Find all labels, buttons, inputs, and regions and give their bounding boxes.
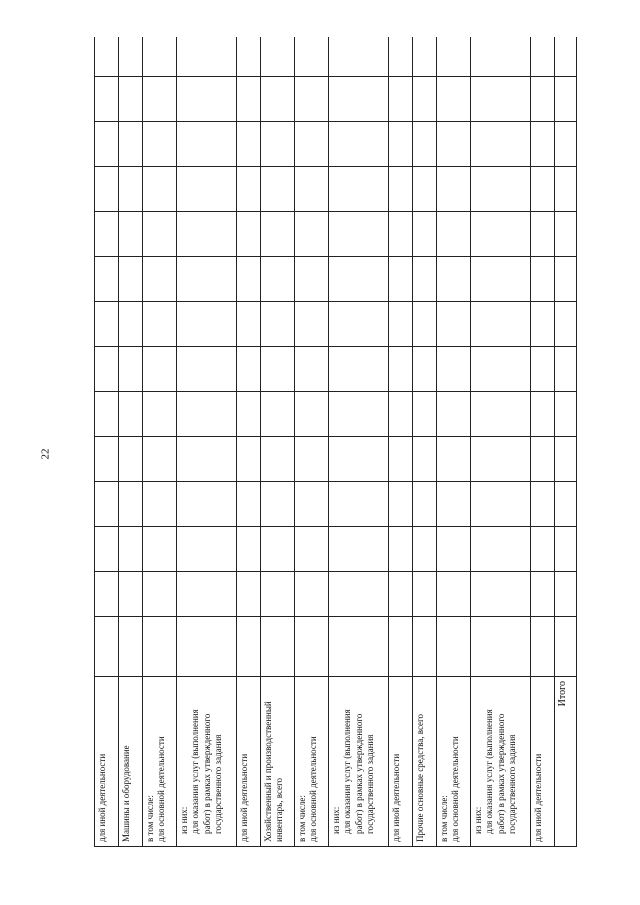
table-cell — [261, 122, 295, 167]
table-cell — [413, 302, 437, 347]
table-cell — [119, 482, 143, 527]
table-cell — [295, 482, 329, 527]
table-cell — [237, 437, 261, 482]
table-cell — [295, 257, 329, 302]
table-cell — [95, 257, 119, 302]
table-cell — [295, 437, 329, 482]
table-cell — [177, 437, 237, 482]
row-label: из них: для оказания услуг (выполнения работ) в рамках утвержденного государственного задания — [329, 677, 389, 847]
table-cell — [177, 122, 237, 167]
table-cell — [555, 347, 577, 392]
row-label: Итого — [555, 677, 577, 847]
table-cell — [413, 572, 437, 617]
table-cell — [413, 347, 437, 392]
table-cell — [531, 37, 555, 77]
table-cell — [531, 572, 555, 617]
table-cell — [471, 527, 531, 572]
table-cell — [531, 212, 555, 257]
table-cell — [143, 37, 177, 77]
table-cell — [237, 122, 261, 167]
table-cell — [261, 212, 295, 257]
table-cell — [531, 77, 555, 122]
table-cell — [471, 572, 531, 617]
table-row — [555, 37, 577, 847]
table-cell — [471, 122, 531, 167]
row-label: Хозяйственный и производственный инвентарь, всего — [261, 677, 295, 847]
table-cell — [329, 617, 389, 677]
row-label: из них: для оказания услуг (выполнения работ) в рамках утвержденного государственного задания — [471, 677, 531, 847]
table-row — [413, 37, 437, 847]
table-cell — [555, 77, 577, 122]
table-cell — [389, 392, 413, 437]
table-cell — [471, 617, 531, 677]
table-cell — [237, 617, 261, 677]
table-cell — [143, 167, 177, 212]
table-cell — [531, 482, 555, 527]
table-cell — [389, 347, 413, 392]
table-cell — [471, 37, 531, 77]
table-cell — [389, 122, 413, 167]
table-row — [471, 37, 531, 847]
table-cell — [389, 212, 413, 257]
table-cell — [471, 482, 531, 527]
table-cell — [119, 437, 143, 482]
table-cell — [555, 37, 577, 77]
table-cell — [329, 437, 389, 482]
table-cell — [413, 257, 437, 302]
table-cell — [389, 617, 413, 677]
row-label: в том числе: для основной деятельности — [437, 677, 471, 847]
table-cell — [237, 482, 261, 527]
table-cell — [119, 527, 143, 572]
table-cell — [531, 302, 555, 347]
table-cell — [531, 392, 555, 437]
table-cell — [95, 77, 119, 122]
table-cell — [555, 527, 577, 572]
table-cell — [95, 437, 119, 482]
table-row — [437, 37, 471, 847]
table-cell — [413, 212, 437, 257]
table-cell — [143, 617, 177, 677]
table-cell — [413, 617, 437, 677]
table-cell — [437, 122, 471, 167]
table-cell — [471, 212, 531, 257]
table-cell — [261, 77, 295, 122]
table-cell — [295, 527, 329, 572]
table-cell — [119, 572, 143, 617]
table-cell — [413, 437, 437, 482]
table-cell — [119, 302, 143, 347]
table-cell — [295, 167, 329, 212]
table-cell — [555, 257, 577, 302]
table-cell — [143, 437, 177, 482]
table-cell — [95, 527, 119, 572]
row-label: для иной деятельности — [531, 677, 555, 847]
table-cell — [413, 77, 437, 122]
table-cell — [143, 392, 177, 437]
row-label: для иной деятельности — [389, 677, 413, 847]
table-cell — [237, 392, 261, 437]
table-cell — [95, 212, 119, 257]
table-cell — [437, 527, 471, 572]
table-cell — [471, 77, 531, 122]
table-cell — [437, 347, 471, 392]
table-row — [143, 37, 177, 847]
table-cell — [555, 212, 577, 257]
table-cell — [437, 482, 471, 527]
table-cell — [413, 482, 437, 527]
table-cell — [177, 212, 237, 257]
table-cell — [471, 257, 531, 302]
table-cell — [437, 437, 471, 482]
row-label: Машины и оборудование — [119, 677, 143, 847]
table-cell — [389, 37, 413, 77]
table-cell — [329, 572, 389, 617]
table-cell — [413, 37, 437, 77]
table-row — [261, 37, 295, 847]
assets-table — [94, 37, 577, 847]
table-cell — [413, 167, 437, 212]
table-cell — [177, 37, 237, 77]
table-row — [119, 37, 143, 847]
table-cell — [555, 617, 577, 677]
table-cell — [329, 302, 389, 347]
table-cell — [95, 122, 119, 167]
table-cell — [531, 437, 555, 482]
page-number: 22 — [39, 448, 52, 460]
table-cell — [177, 617, 237, 677]
table-cell — [95, 302, 119, 347]
table-cell — [237, 167, 261, 212]
table-cell — [261, 167, 295, 212]
table-cell — [237, 257, 261, 302]
table-cell — [437, 167, 471, 212]
table-cell — [119, 37, 143, 77]
table-cell — [389, 257, 413, 302]
table-cell — [119, 122, 143, 167]
row-label: Прочие основные средства, всего — [413, 677, 437, 847]
table-cell — [531, 167, 555, 212]
table-cell — [531, 527, 555, 572]
table-cell — [555, 482, 577, 527]
table-cell — [261, 392, 295, 437]
table-cell — [143, 212, 177, 257]
table-cell — [329, 257, 389, 302]
table-cell — [237, 347, 261, 392]
table-cell — [437, 212, 471, 257]
table-cell — [555, 302, 577, 347]
table-cell — [389, 77, 413, 122]
table-cell — [555, 122, 577, 167]
table-cell — [389, 302, 413, 347]
table-row — [177, 37, 237, 847]
table-cell — [437, 77, 471, 122]
table-cell — [437, 572, 471, 617]
table-cell — [471, 437, 531, 482]
table-cell — [143, 347, 177, 392]
table-cell — [119, 617, 143, 677]
table-cell — [177, 167, 237, 212]
table-cell — [295, 212, 329, 257]
table-cell — [119, 257, 143, 302]
table-cell — [389, 527, 413, 572]
table-cell — [95, 347, 119, 392]
table-cell — [261, 437, 295, 482]
row-label: из них: для оказания услуг (выполнения работ) в рамках утвержденного государственного задания — [177, 677, 237, 847]
table-cell — [437, 257, 471, 302]
table-cell — [177, 302, 237, 347]
table-cell — [119, 392, 143, 437]
table-cell — [119, 77, 143, 122]
table-cell — [531, 617, 555, 677]
table-cell — [329, 482, 389, 527]
table-cell — [437, 37, 471, 77]
table-cell — [119, 347, 143, 392]
table-cell — [295, 122, 329, 167]
table-cell — [143, 527, 177, 572]
table-cell — [471, 302, 531, 347]
table-cell — [329, 37, 389, 77]
table-cell — [437, 302, 471, 347]
table-cell — [95, 37, 119, 77]
table-cell — [177, 482, 237, 527]
table-cell — [261, 527, 295, 572]
table-row — [95, 37, 119, 847]
table-cell — [261, 37, 295, 77]
table-cell — [143, 122, 177, 167]
table-row — [531, 37, 555, 847]
table-row — [389, 37, 413, 847]
table-cell — [329, 527, 389, 572]
table-cell — [237, 37, 261, 77]
table-cell — [471, 167, 531, 212]
table-row — [295, 37, 329, 847]
row-label: в том числе: для основной деятельности — [143, 677, 177, 847]
table-cell — [555, 167, 577, 212]
table-cell — [143, 482, 177, 527]
table-cell — [531, 347, 555, 392]
table-cell — [143, 257, 177, 302]
table-cell — [261, 257, 295, 302]
table-cell — [143, 77, 177, 122]
table-cell — [329, 122, 389, 167]
table-cell — [295, 37, 329, 77]
table-cell — [177, 77, 237, 122]
table-cell — [95, 617, 119, 677]
table-cell — [413, 392, 437, 437]
table-cell — [261, 482, 295, 527]
table-cell — [329, 77, 389, 122]
table-cell — [437, 617, 471, 677]
table-cell — [261, 302, 295, 347]
table-row — [237, 37, 261, 847]
table-cell — [471, 392, 531, 437]
table-cell — [531, 257, 555, 302]
table-cell — [95, 392, 119, 437]
table-cell — [471, 347, 531, 392]
table-cell — [389, 572, 413, 617]
row-label: в том числе: для основной деятельности — [295, 677, 329, 847]
table-viewport — [94, 37, 589, 847]
rotated-table-wrapper — [94, 37, 589, 847]
row-label: для иной деятельности — [95, 677, 119, 847]
table-cell — [413, 527, 437, 572]
table-cell — [295, 617, 329, 677]
table-cell — [295, 77, 329, 122]
table-cell — [143, 302, 177, 347]
table-cell — [389, 482, 413, 527]
table-cell — [389, 437, 413, 482]
table-cell — [555, 572, 577, 617]
table-cell — [237, 302, 261, 347]
table-cell — [555, 437, 577, 482]
table-cell — [295, 302, 329, 347]
table-cell — [295, 572, 329, 617]
table-cell — [531, 122, 555, 167]
table-cell — [413, 122, 437, 167]
table-cell — [177, 527, 237, 572]
table-cell — [329, 347, 389, 392]
table-cell — [329, 212, 389, 257]
table-cell — [95, 482, 119, 527]
table-cell — [143, 572, 177, 617]
table-cell — [177, 257, 237, 302]
table-cell — [177, 392, 237, 437]
table-cell — [95, 167, 119, 212]
table-cell — [119, 167, 143, 212]
table-cell — [237, 77, 261, 122]
table-cell — [437, 392, 471, 437]
table-cell — [555, 392, 577, 437]
table-cell — [389, 167, 413, 212]
table-cell — [261, 347, 295, 392]
table-cell — [295, 392, 329, 437]
table-cell — [237, 572, 261, 617]
table-cell — [329, 167, 389, 212]
table-cell — [95, 572, 119, 617]
row-label: для иной деятельности — [237, 677, 261, 847]
table-cell — [295, 347, 329, 392]
table-cell — [261, 572, 295, 617]
table-cell — [329, 392, 389, 437]
table-cell — [261, 617, 295, 677]
table-cell — [119, 212, 143, 257]
table-cell — [237, 212, 261, 257]
table-cell — [177, 572, 237, 617]
table-row — [329, 37, 389, 847]
table-cell — [177, 347, 237, 392]
table-cell — [237, 527, 261, 572]
